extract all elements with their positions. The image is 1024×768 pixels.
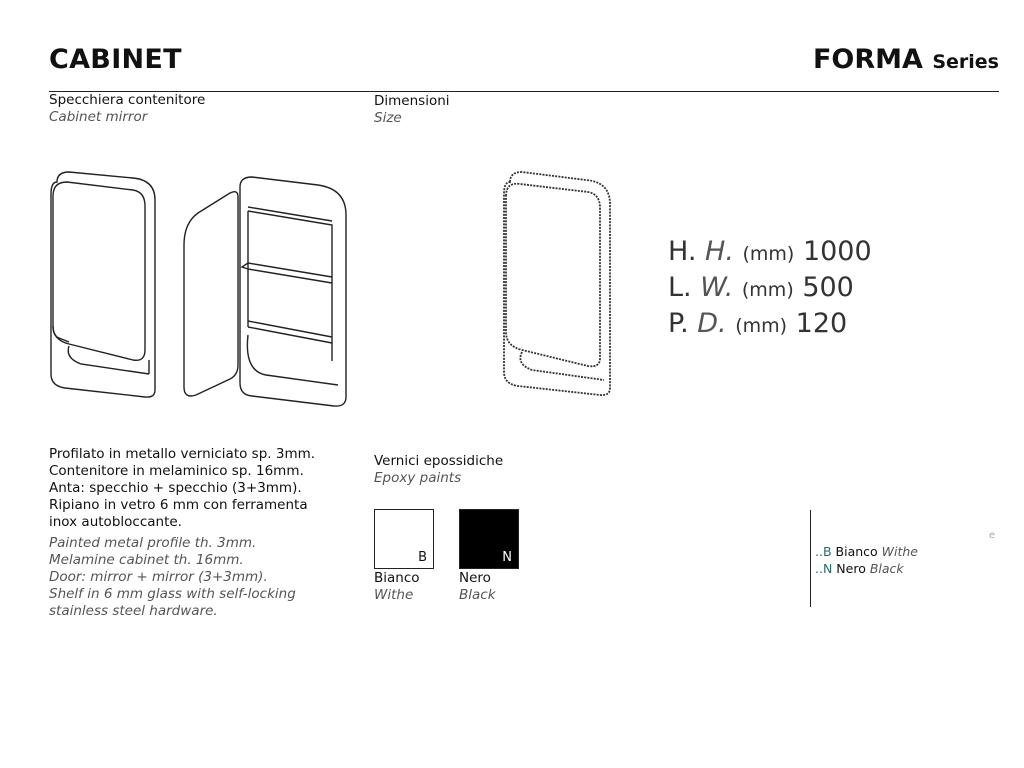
paints-label-it: Vernici epossidiche	[374, 453, 504, 469]
product-label	[49, 92, 205, 126]
swatch-black-name-it: Nero	[459, 570, 491, 586]
legend-prefix: ..	[815, 561, 823, 576]
description-en-line: Shelf in 6 mm glass with self-locking	[49, 586, 296, 602]
dimension-height-en: H.	[705, 236, 734, 267]
cabinet-closed-drawing	[45, 168, 165, 403]
dimension-width-it: L.	[668, 272, 692, 303]
swatch-white-name-it: Bianco	[374, 570, 420, 586]
dimension-depth-it: P.	[668, 308, 689, 339]
paints-label-en: Epoxy paints	[374, 470, 462, 486]
dimensions-block	[668, 235, 872, 343]
legend-name-it: Bianco	[835, 544, 878, 559]
legend-code: N	[822, 561, 833, 576]
swatch-black-name-en: Black	[459, 587, 496, 603]
description-it-line: Ripiano in vetro 6 mm con ferramenta	[49, 497, 308, 513]
dimension-depth	[668, 307, 872, 343]
product-label-en: Cabinet mirror	[49, 109, 148, 125]
legend-name-en: Black	[869, 561, 904, 576]
description-block	[49, 446, 359, 620]
series-title	[813, 44, 999, 75]
legend-code: B	[822, 544, 832, 559]
series-suffix: Series	[932, 51, 999, 73]
color-legend	[815, 543, 918, 577]
legend-prefix: ..	[815, 544, 823, 559]
swatch-white-label	[374, 570, 420, 604]
legend-item-white	[815, 543, 918, 560]
description-en-line: Door: mirror + mirror (3+3mm).	[49, 569, 268, 585]
size-label	[374, 93, 450, 127]
dimension-height-unit: (mm)	[742, 243, 795, 265]
corner-mark: e	[989, 530, 996, 541]
description-en-line: stainless steel hardware.	[49, 603, 218, 619]
dimension-depth-en: D.	[697, 308, 727, 339]
dimension-width-unit: (mm)	[741, 279, 794, 301]
legend-name-en: Withe	[881, 544, 919, 559]
dimension-height-value: 1000	[802, 236, 872, 267]
dimension-width	[668, 271, 872, 307]
swatch-black-code: N	[502, 550, 512, 565]
description-en-line: Melamine cabinet th. 16mm.	[49, 552, 244, 568]
dimension-width-value: 500	[802, 272, 854, 303]
cabinet-size-drawing	[498, 168, 618, 398]
paints-label	[374, 453, 503, 487]
swatch-white-name-en: Withe	[374, 587, 414, 603]
product-label-it: Specchiera contenitore	[49, 92, 206, 108]
swatch-white-code: B	[418, 550, 427, 565]
series-name: FORMA	[812, 44, 923, 75]
swatch-black	[459, 509, 519, 569]
swatch-white	[374, 509, 434, 569]
description-it-line: inox autobloccante.	[49, 514, 182, 530]
description-it-line: Profilato in metallo verniciato sp. 3mm.	[49, 446, 316, 462]
dimension-width-en: W.	[700, 272, 734, 303]
legend-name-it: Nero	[836, 561, 866, 576]
size-label-en: Size	[374, 110, 402, 126]
dimension-depth-value: 120	[795, 308, 848, 339]
swatch-black-label	[459, 570, 496, 604]
legend-item-black	[815, 560, 918, 577]
dimension-depth-unit: (mm)	[735, 315, 788, 337]
dimension-height	[668, 235, 872, 271]
description-it-line: Anta: specchio + specchio (3+3mm).	[49, 480, 302, 496]
legend-divider	[810, 510, 811, 607]
cabinet-open-drawing	[178, 175, 353, 410]
description-it-line: Contenitore in melaminico sp. 16mm.	[49, 463, 304, 479]
page-title: CABINET	[49, 44, 182, 75]
size-label-it: Dimensioni	[374, 93, 450, 109]
description-en-line: Painted metal profile th. 3mm.	[49, 535, 257, 551]
dimension-height-it: H.	[668, 236, 697, 267]
